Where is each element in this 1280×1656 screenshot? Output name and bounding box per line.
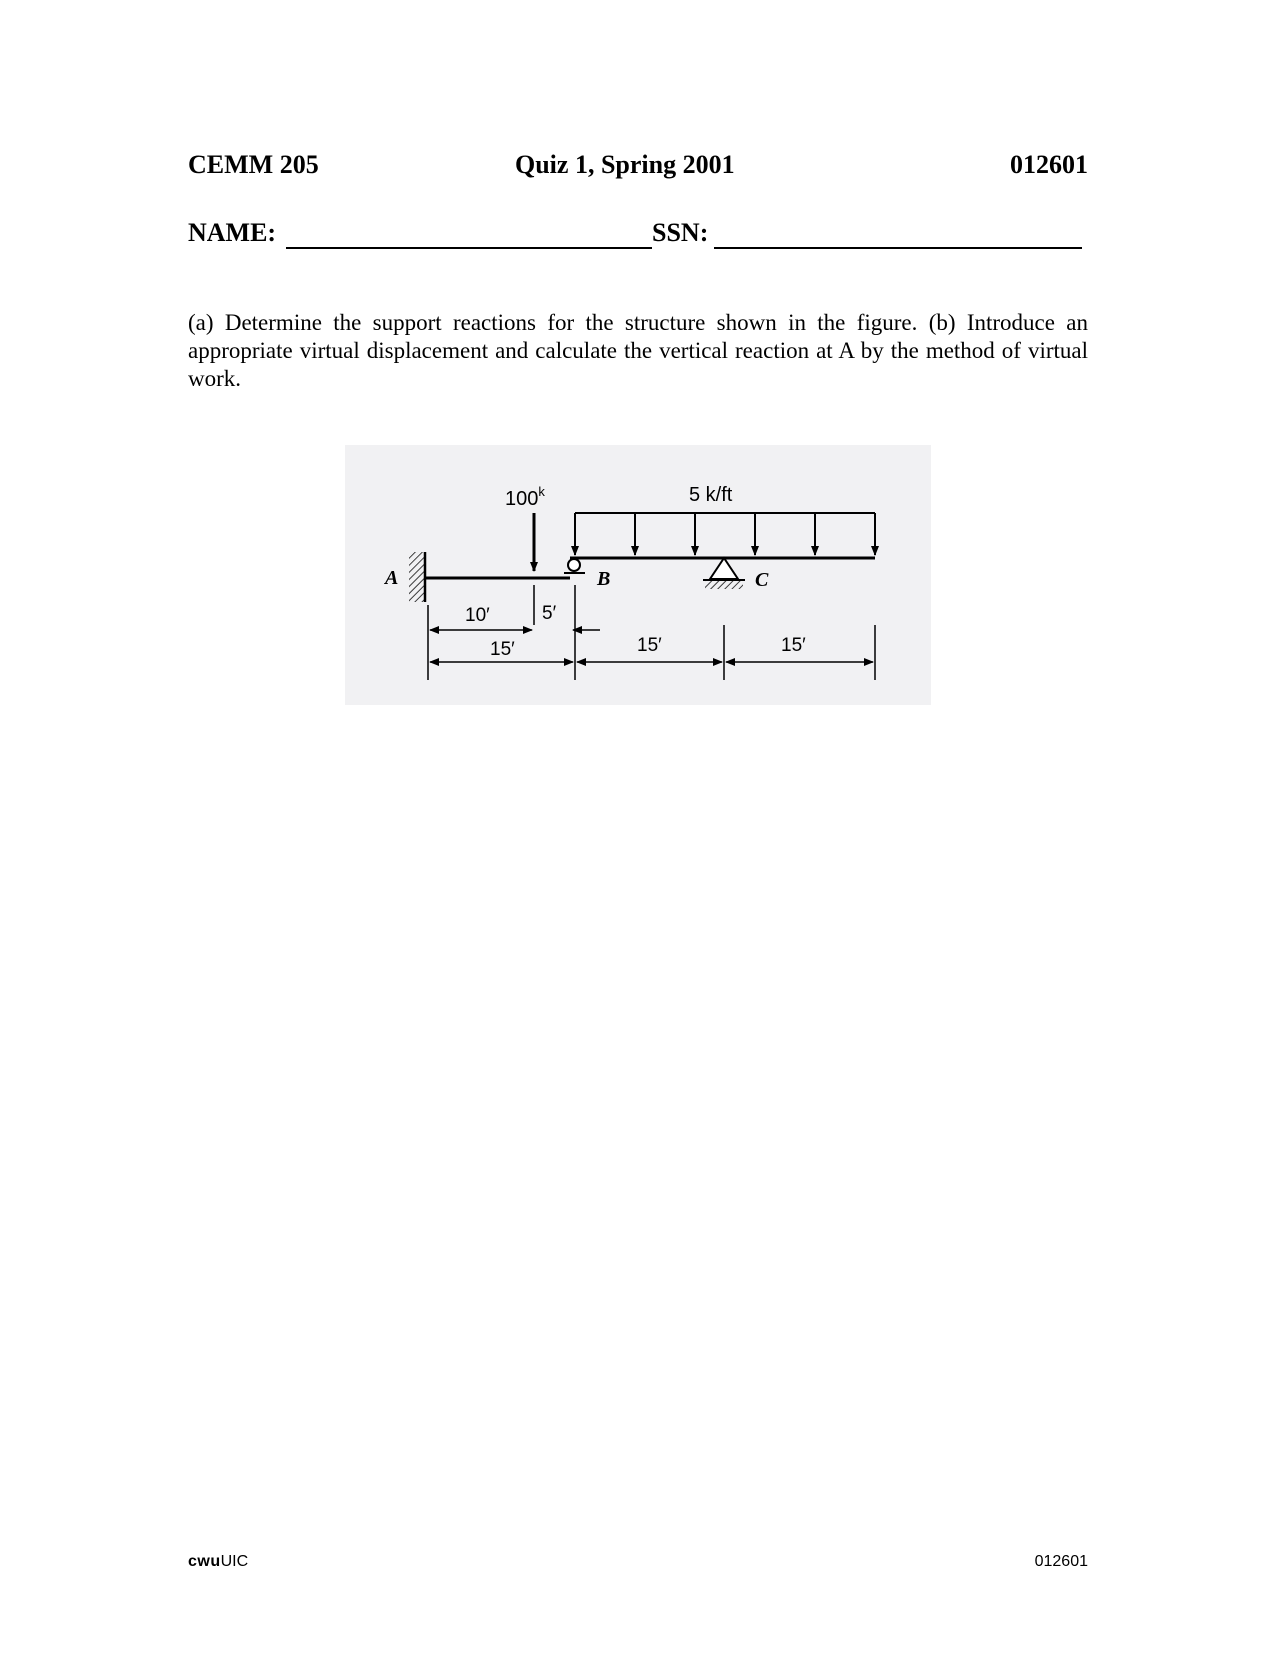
label-c: C: [755, 569, 769, 591]
ssn-field-line[interactable]: [714, 247, 1082, 249]
beam-figure: [345, 445, 931, 705]
header-doc-id: 012601: [1010, 150, 1088, 179]
dim-load-to-b: 5′: [542, 603, 557, 624]
scan-background: [345, 445, 931, 705]
footer-brand: cwuUIC: [188, 1553, 249, 1570]
student-info-row: [188, 218, 1088, 254]
dim-b-to-c: 15′: [637, 635, 662, 656]
label-a: A: [385, 567, 399, 589]
hinge-b: [568, 559, 580, 571]
point-load-label: 100$^k$: [505, 484, 545, 510]
dim-a-to-load: 10′: [465, 605, 490, 626]
name-field-line[interactable]: [286, 247, 652, 249]
footer-doc-id: 012601: [1034, 1553, 1088, 1570]
quiz-title: Quiz 1, Spring 2001: [515, 150, 735, 179]
ssn-label: SSN:: [652, 218, 709, 247]
fixed-support-a: [409, 552, 425, 602]
dim-a-to-b: 15′: [490, 639, 515, 660]
page-header: [188, 150, 1088, 186]
distributed-load-label: 5 k/ft: [689, 484, 733, 506]
problem-statement: (a) Determine the support reactions for the structure shown in the figure. (b) Introduce an appropriate virtual displacement and calculate the vertical reaction at A by the method of virtual work.: [188, 310, 1088, 391]
label-b: B: [597, 568, 611, 590]
page-footer: [188, 1553, 1088, 1577]
beam-diagram: [345, 445, 931, 705]
course-code: CEMM 205: [188, 150, 319, 179]
name-label: NAME:: [188, 218, 277, 247]
dim-c-to-end: 15′: [781, 635, 806, 656]
